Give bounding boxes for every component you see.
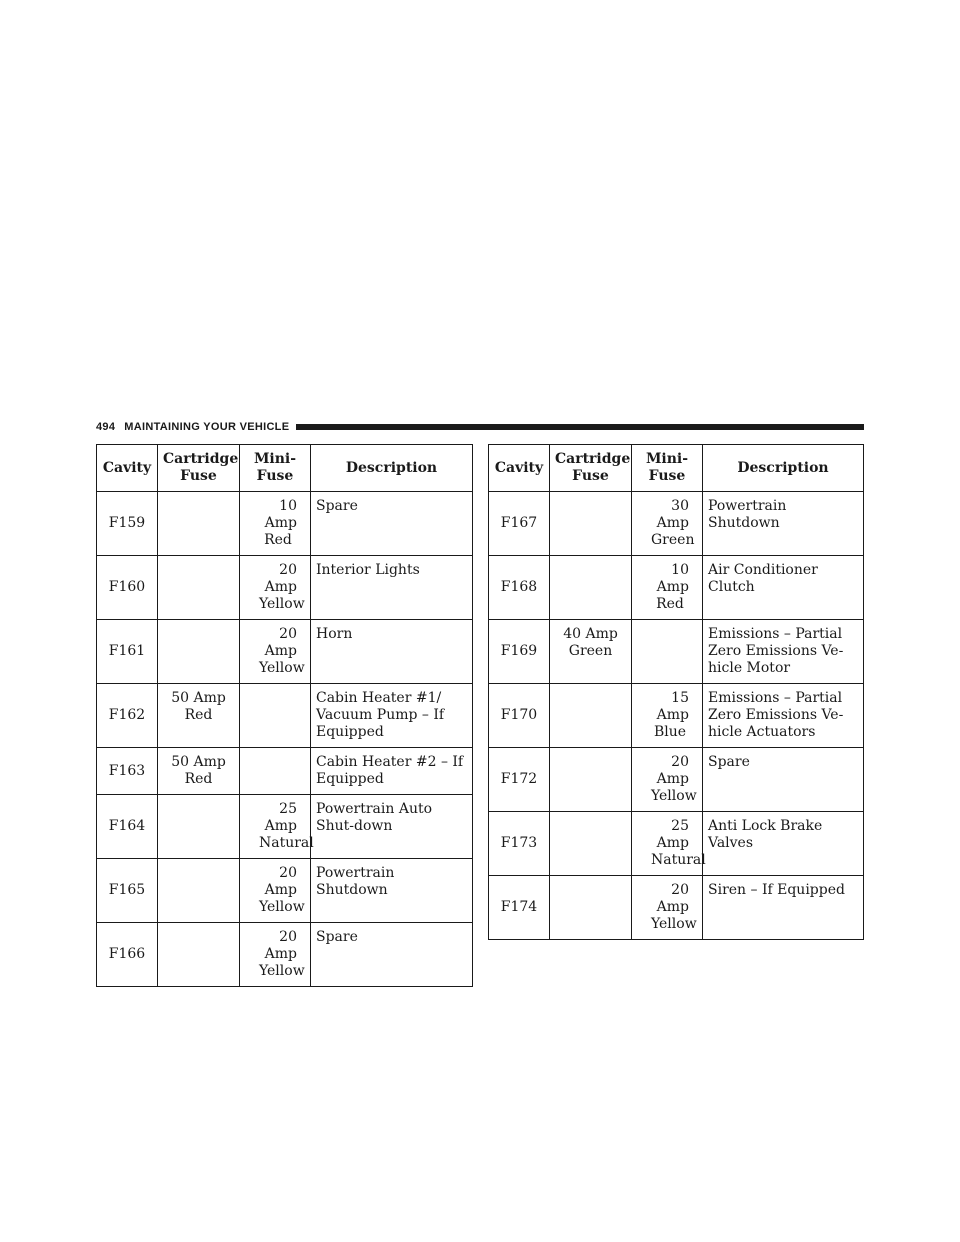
mini-fuse-cell (632, 492, 703, 556)
cartridge-fuse-cell (158, 556, 240, 620)
mini-amp: 20 Amp (264, 626, 297, 659)
description-cell: Spare (311, 492, 473, 556)
cartridge-fuse-cell (158, 923, 240, 987)
page-header (96, 418, 864, 436)
cavity-cell: F173 (489, 812, 550, 876)
cartridge-fuse-cell (158, 795, 240, 859)
fuse-table-right-body (489, 492, 864, 940)
table-row (489, 684, 864, 748)
col-header-description: Description (311, 445, 473, 492)
mini-fuse-cell (632, 812, 706, 876)
mini-fuse-cell (240, 795, 314, 859)
section-title: MAINTAINING YOUR VEHICLE (124, 421, 290, 433)
mini-amp: 20 Amp (656, 882, 689, 915)
description-cell: Interior Lights (311, 556, 473, 620)
col-header-cartridge-fuse: Cartridge Fuse (158, 445, 240, 492)
mini-amp: 20 Amp (264, 865, 297, 898)
description-cell: Powertrain Shutdown (703, 492, 864, 556)
table-row (489, 748, 864, 812)
cartridge-fuse-cell (550, 620, 632, 684)
mini-fuse-cell (240, 748, 311, 795)
col-header-mini-fuse: Mini-Fuse (240, 445, 311, 492)
description-cell: Emissions – Partial Zero Emissions Ve-hicle Motor (703, 620, 864, 684)
description-cell: Horn (311, 620, 473, 684)
mini-fuse-cell (240, 684, 311, 748)
fuse-table-right (488, 444, 864, 940)
description-cell: Spare (311, 923, 473, 987)
cavity-cell: F161 (97, 620, 158, 684)
mini-fuse-cell (240, 620, 311, 684)
table-row (97, 684, 473, 748)
mini-fuse-cell (240, 556, 311, 620)
table-header-row (489, 445, 864, 492)
cartridge-fuse-cell (158, 684, 240, 748)
fuse-table-left (96, 444, 473, 987)
mini-color: Yellow (651, 788, 697, 804)
col-header-cartridge-fuse: Cartridge Fuse (550, 445, 632, 492)
col-header-description: Description (703, 445, 864, 492)
table-row (97, 620, 473, 684)
mini-color: Yellow (259, 899, 305, 915)
cartridge-color: Green (568, 643, 613, 659)
mini-fuse-cell (240, 492, 311, 556)
col-header-cavity: Cavity (489, 445, 550, 492)
table-row (97, 748, 473, 795)
description-cell: Cabin Heater #2 – If Equipped (311, 748, 473, 795)
cartridge-fuse-cell (550, 748, 632, 812)
mini-fuse-cell (632, 620, 703, 684)
description-cell: Cabin Heater #1/ Vacuum Pump – If Equipped (311, 684, 473, 748)
cavity-cell: F160 (97, 556, 158, 620)
cartridge-color: Red (184, 771, 213, 787)
cartridge-fuse-cell (550, 812, 632, 876)
mini-color: Red (264, 532, 292, 548)
mini-color: Natural (651, 852, 706, 868)
table-row (97, 492, 473, 556)
description-cell: Powertrain Shutdown (311, 859, 473, 923)
mini-amp: 20 Amp (264, 562, 297, 595)
table-row (97, 556, 473, 620)
cartridge-fuse-cell (158, 748, 240, 795)
mini-color: Yellow (259, 963, 305, 979)
mini-fuse-cell (240, 923, 311, 987)
mini-fuse-cell (632, 876, 703, 940)
description-cell: Anti Lock Brake Valves (703, 812, 864, 876)
mini-amp: 10 Amp (656, 562, 689, 595)
mini-amp: 15 Amp (656, 690, 689, 723)
cavity-cell: F159 (97, 492, 158, 556)
description-cell: Siren – If Equipped (703, 876, 864, 940)
cavity-cell: F172 (489, 748, 550, 812)
mini-fuse-cell (632, 556, 703, 620)
cavity-cell: F166 (97, 923, 158, 987)
table-row (489, 492, 864, 556)
cartridge-color: Red (184, 707, 213, 723)
header-rule (296, 424, 864, 430)
cartridge-fuse-cell (550, 684, 632, 748)
mini-amp: 30 Amp (656, 498, 689, 531)
mini-amp: 25 Amp (656, 818, 689, 851)
cavity-cell: F174 (489, 876, 550, 940)
mini-fuse-cell (240, 859, 311, 923)
table-row (489, 556, 864, 620)
mini-color: Yellow (259, 596, 305, 612)
table-row (489, 620, 864, 684)
col-header-mini-fuse: Mini-Fuse (632, 445, 703, 492)
fuse-table-left-body (97, 492, 473, 987)
table-row (489, 812, 864, 876)
cartridge-fuse-cell (550, 492, 632, 556)
mini-amp: 20 Amp (264, 929, 297, 962)
cavity-cell: F167 (489, 492, 550, 556)
description-cell: Powertrain Auto Shut-down (311, 795, 473, 859)
table-row (489, 876, 864, 940)
mini-color: Yellow (259, 660, 305, 676)
mini-color: Natural (259, 835, 314, 851)
mini-fuse-cell (632, 684, 703, 748)
cavity-cell: F165 (97, 859, 158, 923)
description-cell: Spare (703, 748, 864, 812)
description-cell: Emissions – Partial Zero Emissions Ve-hicle Actuators (703, 684, 864, 748)
cavity-cell: F163 (97, 748, 158, 795)
cartridge-amp: 50 Amp (171, 690, 226, 706)
cavity-cell: F164 (97, 795, 158, 859)
cartridge-fuse-cell (158, 620, 240, 684)
cartridge-amp: 50 Amp (171, 754, 226, 770)
mini-color: Green (651, 532, 695, 548)
page-number: 494 (96, 421, 116, 433)
col-header-cavity: Cavity (97, 445, 158, 492)
mini-amp: 25 Amp (264, 801, 297, 834)
mini-color: Blue (653, 724, 687, 740)
table-row (97, 923, 473, 987)
mini-amp: 20 Amp (656, 754, 689, 787)
table-row (97, 859, 473, 923)
mini-color: Red (656, 596, 684, 612)
mini-color: Yellow (651, 916, 697, 932)
cartridge-fuse-cell (550, 556, 632, 620)
cartridge-fuse-cell (158, 492, 240, 556)
mini-fuse-cell (632, 748, 703, 812)
cavity-cell: F162 (97, 684, 158, 748)
cavity-cell: F169 (489, 620, 550, 684)
cartridge-amp: 40 Amp (563, 626, 618, 642)
cavity-cell: F170 (489, 684, 550, 748)
cartridge-fuse-cell (550, 876, 632, 940)
mini-amp: 10 Amp (264, 498, 297, 531)
table-row (97, 795, 473, 859)
table-header-row (97, 445, 473, 492)
cartridge-fuse-cell (158, 859, 240, 923)
cavity-cell: F168 (489, 556, 550, 620)
description-cell: Air Conditioner Clutch (703, 556, 864, 620)
